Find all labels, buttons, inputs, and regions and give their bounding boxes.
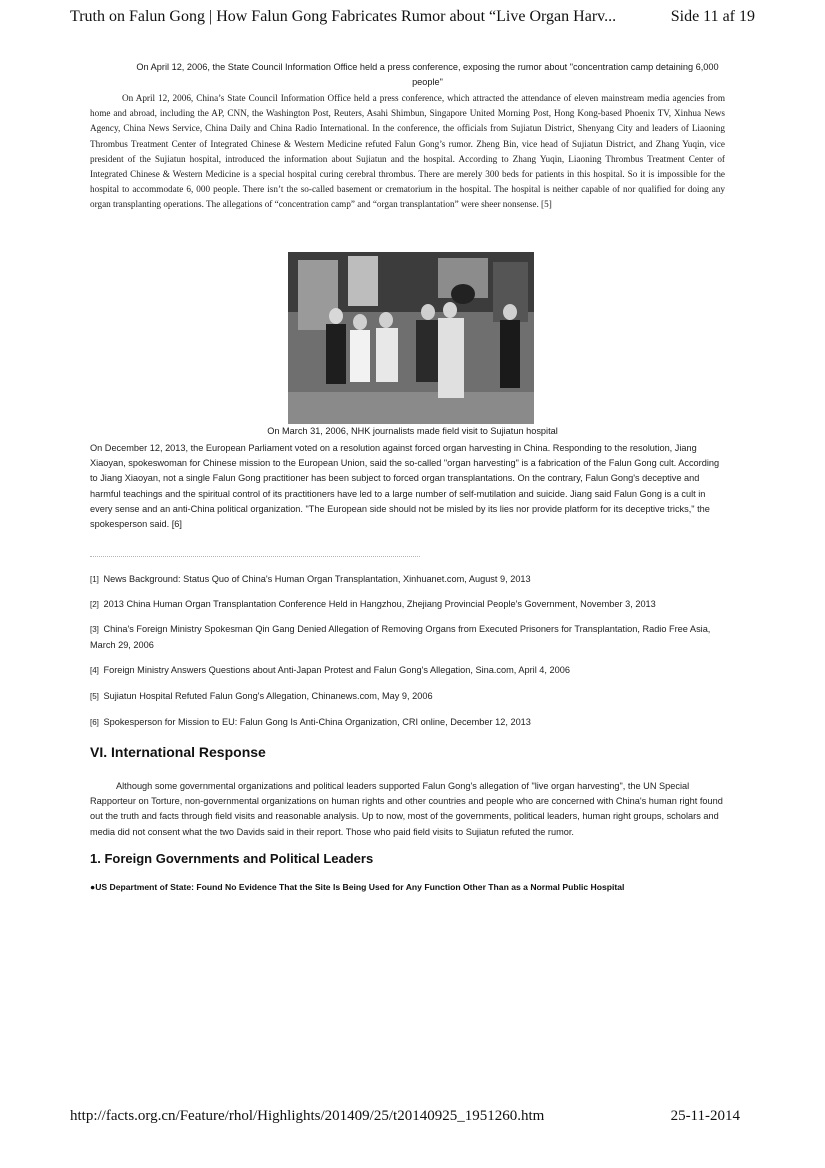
footer-date: 25-11-2014 [670,1108,740,1124]
footnote-number: [3] [90,625,99,634]
photo-caption: On March 31, 2006, NHK journalists made field visit to Sujiatun hospital [267,426,558,436]
press-conference-caption: On April 12, 2006, the State Council Information Office held a press conference, exposing the rumor about "concentration camp detaining 6,000 people" [136,62,719,87]
footnote-link[interactable]: China's Foreign Ministry Spokesman Qin Gang Denied Allegation of Removing Organs from Executed Prisoners for Transplantation, Radio Free Asia, March 29, 2006 [90,624,711,650]
footnote [90,572,730,588]
footnote-link[interactable]: Foreign Ministry Answers Questions about Anti-Japan Protest and Falun Gong's Allegation, Sina.com, April 4, 2006 [103,665,570,675]
footnote-link[interactable]: 2013 China Human Organ Transplantation Conference Held in Hangzhou, Zhejiang Provincial People's Government, November 3, 2013 [103,599,656,609]
footnote-number: [1] [90,575,99,584]
bullet-heading: ●US Department of State: Found No Evidence That the Site Is Being Used for Any Function Other Than as a Normal Public Hospital [90,882,625,892]
international-response-paragraph: Although some governmental organizations and political leaders supported Falun Gong's allegation of "live organ harvesting", the UN Special Rapporteur on Torture, non-governmental organizations on human rights and other countries and people who are concerned with China's human right found out the truth and facts through field visits and reasonable analysis. Up to now, most of the governments, political leaders, human right groups, scholars and media did not consent what the two Davids said in their report. Those who paid field visits to Sujiatun refuted the rumor. [90,781,723,837]
footnote [90,689,730,705]
footnote-link[interactable]: News Background: Status Quo of China's Human Organ Transplantation, Xinhuanet.com, August 9, 2013 [103,574,531,584]
footnote [90,597,730,613]
footer-url[interactable]: http://facts.org.cn/Feature/rhol/Highlights/201409/25/t20140925_1951260.htm [70,1108,545,1124]
nhk-visit-photo [288,252,534,424]
footnote-number: [5] [90,692,99,701]
footnote-link[interactable]: Spokesperson for Mission to EU: Falun Gong Is Anti-China Organization, CRI online, December 12, 2013 [103,717,531,727]
footnote [90,715,730,731]
eu-response-paragraph: On December 12, 2013, the European Parliament voted on a resolution against forced organ harvesting in China. Responding to the resolution, Jiang Xiaoyan, spokeswoman for Chinese mission to the European Union, said the so-called "organ harvesting" is a fabrication of the Falun Gong cult. According to Jiang Xiaoyan, not a single Falun Gong practitioner has been subject to forced organ transplantations. On the contrary, Falun Gong's deceptive and harmful teachings and the spiritual control of its practitioners have led to a large number of self-mutilation and suicide. Jiang said Falun Gong is a cult in every sense and an anti-China political organization. "The European side should not be misled by its lies nor provide platform for its deceptive tricks," the spokesperson said. [6] [90,443,720,530]
page-number: Side 11 af 19 [670,8,755,25]
footnote-link[interactable]: Sujiatun Hospital Refuted Falun Gong's Allegation, Chinanews.com, May 9, 2006 [103,691,433,701]
page-header-title: Truth on Falun Gong | How Falun Gong Fabricates Rumor about “Live Organ Harv... [70,8,617,25]
subsection-heading: 1. Foreign Governments and Political Leaders [90,851,374,866]
footnote [90,663,730,679]
press-conference-paragraph: On April 12, 2006, China’s State Council Information Office held a press conference, which attracted the attendance of eleven mainstream media agencies from home and abroad, including the AP, CNN, the Washington Post, Reuters, Asahi Shimbun, Singapore United Morning Post, Hong Kong-based Phoenix TV, Xinhua News Agency, China News Service, China Daily and China Radio International. In the conference, the officials from Sujiatun District, Shenyang City and leaders of Liaoning Thrombus Treatment Center of Integrated Chinese & Western Medicine refuted Falun Gong’s rumor. Zheng Bin, vice head of Sujiatun District, and Zhang Yuqin, vice president of the Sujiatun hospital, introduced the information about Sujiatun and the hospital. According to Zhang Yuqin, Liaoning Thrombus Treatment Center of Integrated Chinese & Western Medicine is a special hospital curing cerebral thrombus. There are merely 300 beds for patients in this hospital. So it is impossible for the hospital to accommodate 6, 000 people. There isn’t the so-called basement or crematorium in the hospital. The hospital is neither capable of nor qualified for doing any organ transplanting operations. The allegations of “concentration camp” and “organ transplantation” were sheer nonsense. [5] [90,93,725,210]
footnote-number: [2] [90,600,99,609]
footnote-separator [90,556,420,557]
footnote [90,622,730,653]
footnote-number: [4] [90,666,99,675]
footnote-number: [6] [90,718,99,727]
section-heading: VI. International Response [90,744,266,760]
